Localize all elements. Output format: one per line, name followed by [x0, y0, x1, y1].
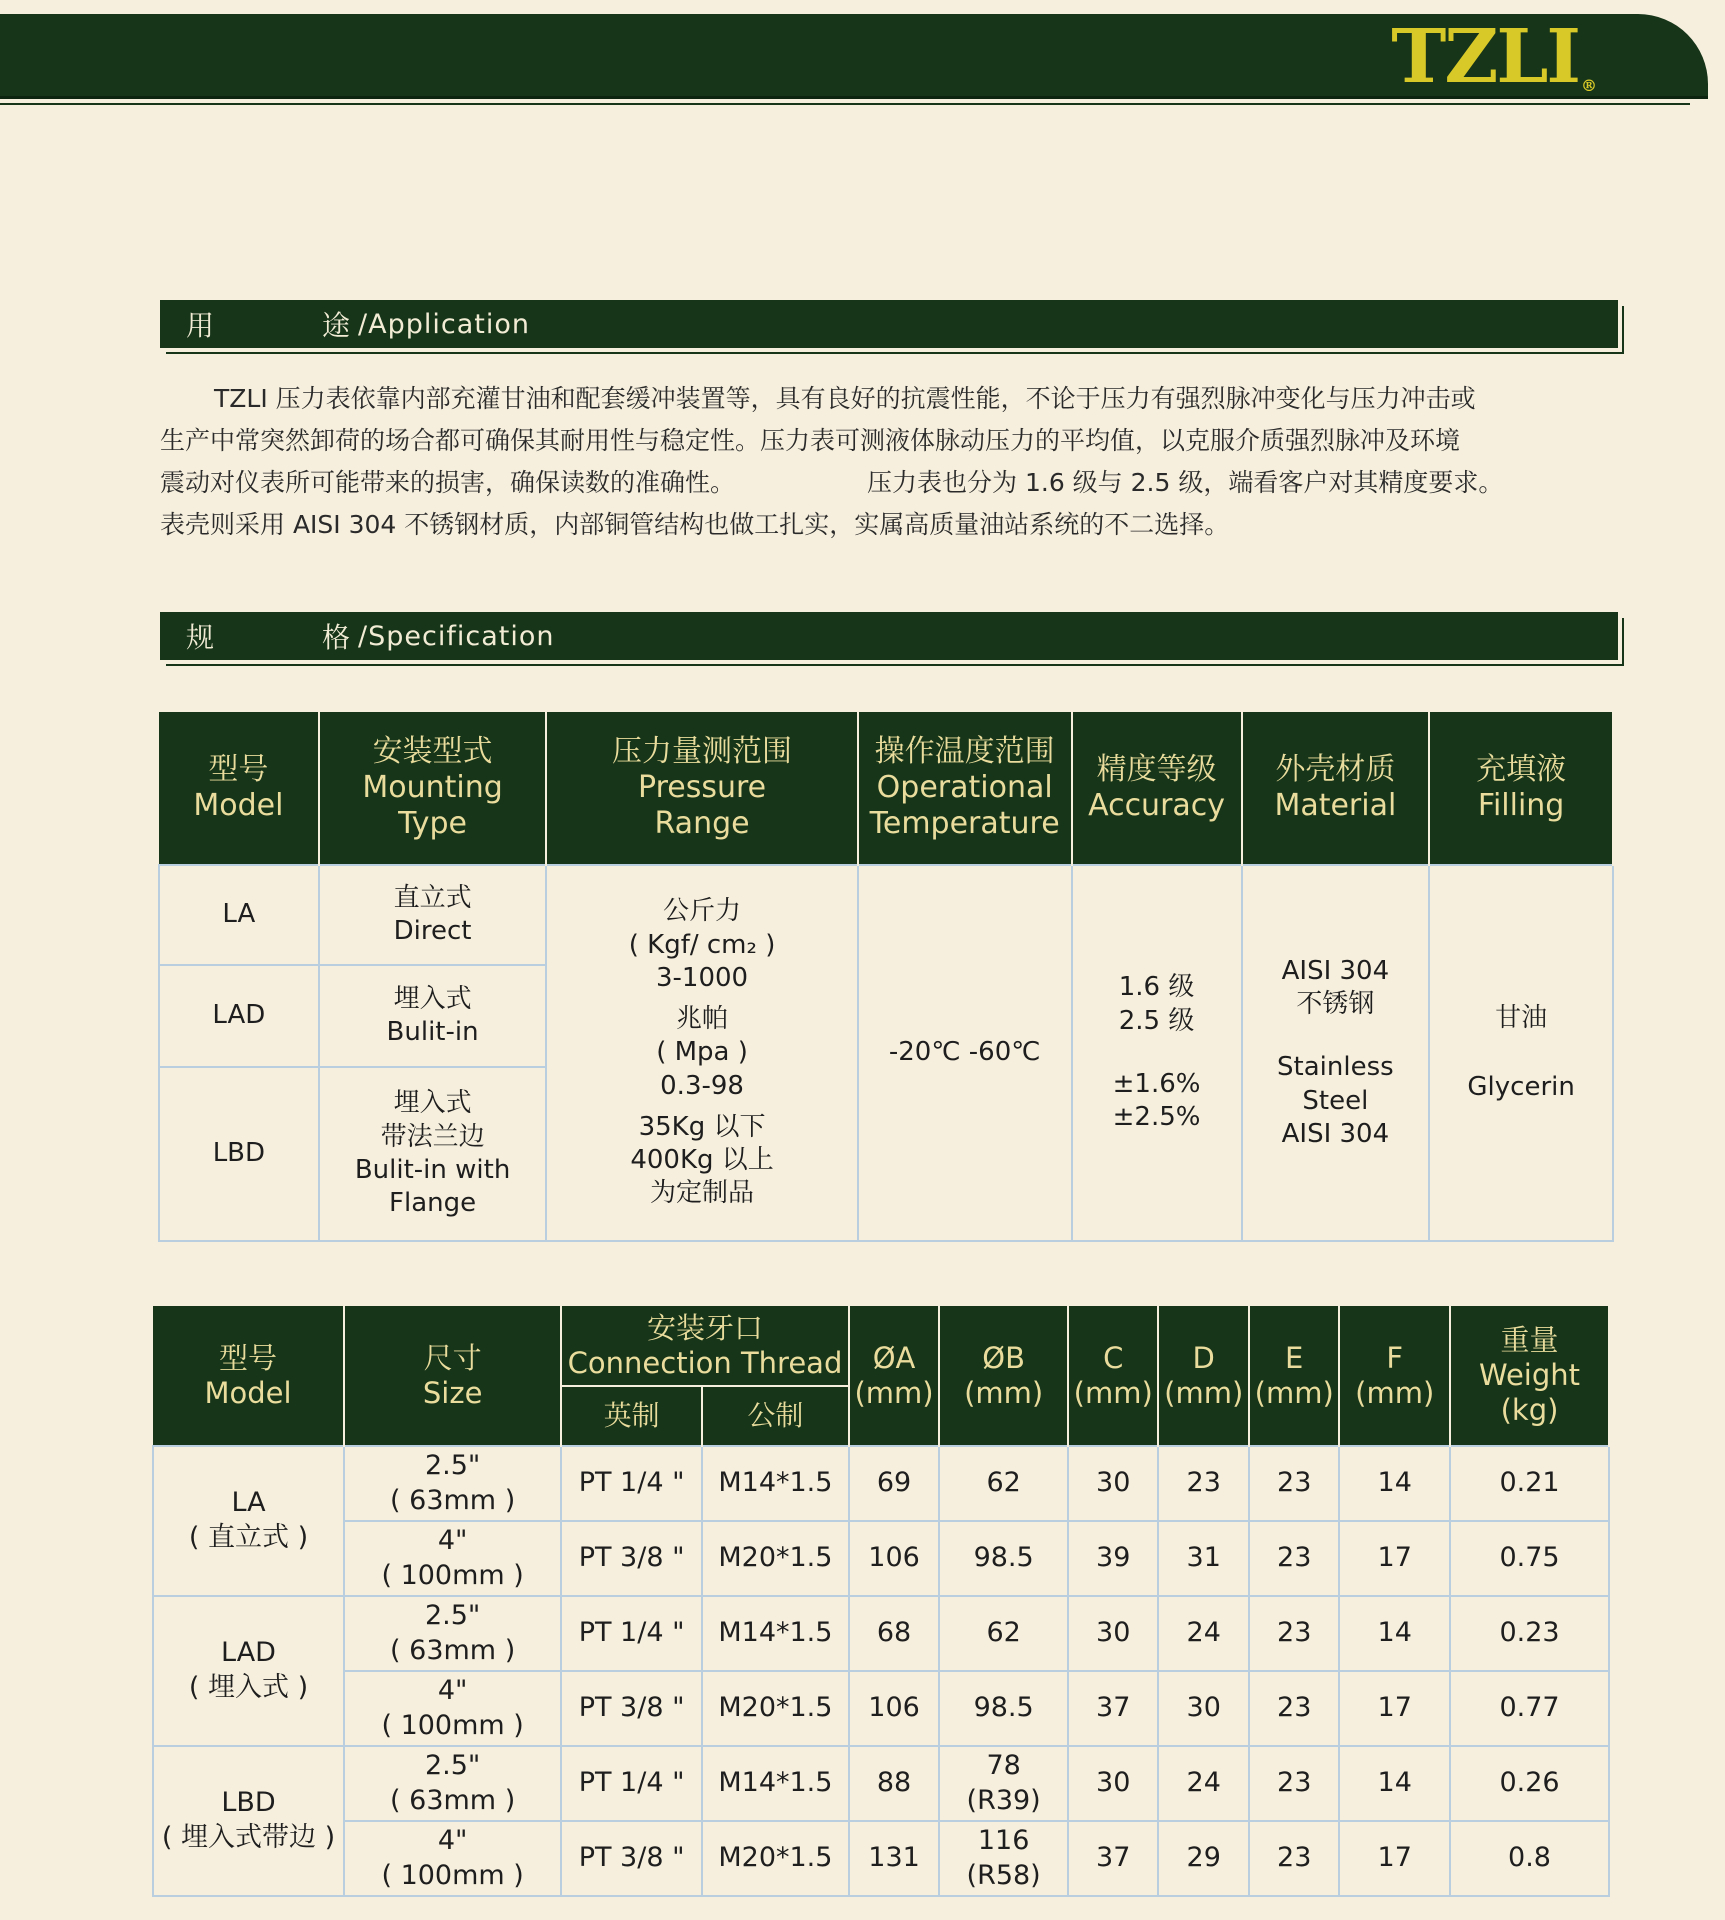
spec-model: LA [159, 865, 319, 965]
dim-a: 106 [849, 1671, 939, 1746]
dim-header-e: E (mm) [1249, 1306, 1339, 1446]
dim-f: 17 [1339, 1671, 1450, 1746]
spec-accuracy: 1.6 级 2.5 级 ±1.6% ±2.5% [1072, 865, 1242, 1241]
dim-thread-metric: M14*1.5 [702, 1446, 849, 1521]
application-heading-cn-2: 途 [322, 309, 351, 342]
dim-weight: 0.77 [1450, 1671, 1609, 1746]
dim-b: 62 [939, 1596, 1068, 1671]
dim-c: 37 [1068, 1671, 1158, 1746]
dim-weight: 0.21 [1450, 1446, 1609, 1521]
dim-b: 62 [939, 1446, 1068, 1521]
dim-size: 4" ( 100mm ) [344, 1671, 561, 1746]
pressure-kgf: 公斤力 ( Kgf/ cm₂ ) 3-1000 [628, 896, 776, 993]
dim-header-a: ØA (mm) [849, 1306, 939, 1446]
dim-c: 39 [1068, 1521, 1158, 1596]
dim-row [153, 1671, 1609, 1746]
spec-pressure-range [546, 865, 857, 1241]
specification-heading-cn-2: 格 [322, 621, 351, 654]
dim-size: 4" ( 100mm ) [344, 1521, 561, 1596]
spec-filling: 甘油 Glycerin [1429, 865, 1613, 1241]
dim-c: 30 [1068, 1446, 1158, 1521]
dim-thread-imperial: PT 1/4 " [561, 1746, 702, 1821]
dim-row [153, 1746, 1609, 1821]
spec-header-pressure: 压力量测范围 Pressure Range [546, 712, 857, 865]
dim-thread-metric: M20*1.5 [702, 1671, 849, 1746]
specification-table [158, 712, 1614, 1242]
dim-header-c: C (mm) [1068, 1306, 1158, 1446]
dim-thread-imperial: PT 3/8 " [561, 1821, 702, 1896]
dim-size: 2.5" ( 63mm ) [344, 1446, 561, 1521]
dim-f: 14 [1339, 1446, 1450, 1521]
spec-header-mounting: 安装型式 Mounting Type [319, 712, 547, 865]
application-line: 表壳则采用 AISI 304 不锈钢材质，内部铜管结构也做工扎实，实属高质量油站系统的不二选择。 [160, 510, 1230, 539]
spec-mounting: 埋入式 带法兰边 Bulit-in with Flange [319, 1067, 547, 1241]
dim-thread-metric: M20*1.5 [702, 1521, 849, 1596]
dim-a: 68 [849, 1596, 939, 1671]
dim-f: 17 [1339, 1521, 1450, 1596]
dim-size: 2.5" ( 63mm ) [344, 1746, 561, 1821]
dim-header-f: F (mm) [1339, 1306, 1450, 1446]
header-rule [0, 103, 1690, 105]
dim-header-thread: 安装牙口 Connection Thread [561, 1306, 849, 1386]
dim-thread-imperial: PT 3/8 " [561, 1671, 702, 1746]
dim-weight: 0.26 [1450, 1746, 1609, 1821]
dim-header-thread-metric: 公制 [702, 1386, 849, 1446]
dim-a: 131 [849, 1821, 939, 1896]
dim-thread-imperial: PT 3/8 " [561, 1521, 702, 1596]
dim-header-b: ØB (mm) [939, 1306, 1068, 1446]
dim-e: 23 [1249, 1446, 1339, 1521]
spec-material: AISI 304 不锈钢 Stainless Steel AISI 304 [1242, 865, 1430, 1241]
dim-a: 106 [849, 1521, 939, 1596]
dim-model: LBD ( 埋入式带边 ) [153, 1746, 344, 1896]
dim-row [153, 1596, 1609, 1671]
specification-heading-cn-1: 规 [186, 621, 215, 654]
dim-header-model: 型号 Model [153, 1306, 344, 1446]
specification-heading-en: /Specification [358, 620, 555, 652]
dim-model: LA ( 直立式 ) [153, 1446, 344, 1596]
dim-c: 30 [1068, 1596, 1158, 1671]
dim-thread-metric: M14*1.5 [702, 1746, 849, 1821]
pressure-note: 35Kg 以下 400Kg 以上 为定制品 [630, 1111, 774, 1209]
dim-c: 30 [1068, 1746, 1158, 1821]
spec-header-material: 外壳材质 Material [1242, 712, 1430, 865]
dim-thread-imperial: PT 1/4 " [561, 1596, 702, 1671]
dimensions-table [152, 1306, 1610, 1897]
dim-row [153, 1446, 1609, 1521]
application-line: 生产中常突然卸荷的场合都可确保其耐用性与稳定性。压力表可测液体脉动压力的平均值，以克服介质强烈脉冲及环境 [160, 426, 1461, 455]
dim-d: 31 [1158, 1521, 1248, 1596]
dim-weight: 0.23 [1450, 1596, 1609, 1671]
dim-d: 24 [1158, 1596, 1248, 1671]
dim-f: 14 [1339, 1596, 1450, 1671]
spec-model: LAD [159, 965, 319, 1067]
application-heading [160, 300, 1618, 348]
dim-b: 98.5 [939, 1521, 1068, 1596]
dim-b: 98.5 [939, 1671, 1068, 1746]
spec-mounting: 直立式 Direct [319, 865, 547, 965]
application-heading-cn-1: 用 [186, 309, 215, 342]
spec-temperature: -20℃ -60℃ [858, 865, 1072, 1241]
dim-header-d: D (mm) [1158, 1306, 1248, 1446]
dim-b: 78 (R39) [939, 1746, 1068, 1821]
dim-row [153, 1521, 1609, 1596]
spec-header-accuracy: 精度等级 Accuracy [1072, 712, 1242, 865]
dim-header-weight: 重量 Weight (kg) [1450, 1306, 1609, 1446]
specification-heading [160, 612, 1618, 660]
dim-d: 24 [1158, 1746, 1248, 1821]
dim-size: 4" ( 100mm ) [344, 1821, 561, 1896]
dim-f: 17 [1339, 1821, 1450, 1896]
application-line: TZLI 压力表依靠内部充灌甘油和配套缓冲装置等，具有良好的抗震性能，不论于压力有强烈脉冲变化与压力冲击或 [214, 384, 1476, 413]
spec-row-la [159, 865, 1613, 965]
dim-row [153, 1821, 1609, 1896]
dim-e: 23 [1249, 1596, 1339, 1671]
dim-f: 14 [1339, 1746, 1450, 1821]
spec-header-model: 型号 Model [159, 712, 319, 865]
dim-header-thread-imperial: 英制 [561, 1386, 702, 1446]
dim-thread-metric: M14*1.5 [702, 1596, 849, 1671]
pressure-mpa: 兆帕 ( Mpa ) 0.3-98 [656, 1004, 748, 1101]
dim-d: 30 [1158, 1671, 1248, 1746]
dim-header-size: 尺寸 Size [344, 1306, 561, 1446]
dim-a: 69 [849, 1446, 939, 1521]
dim-weight: 0.75 [1450, 1521, 1609, 1596]
spec-header-filling: 充填液 Filling [1429, 712, 1613, 865]
dim-thread-metric: M20*1.5 [702, 1821, 849, 1896]
dim-a: 88 [849, 1746, 939, 1821]
dim-e: 23 [1249, 1746, 1339, 1821]
dim-b: 116 (R58) [939, 1821, 1068, 1896]
dim-e: 23 [1249, 1821, 1339, 1896]
dim-model: LAD ( 埋入式 ) [153, 1596, 344, 1746]
application-line: 震动对仪表所可能带来的损害，确保读数的准确性。 压力表也分为 1.6 级与 2.5 级，端看客户对其精度要求。 [160, 468, 1504, 497]
application-text [160, 378, 1620, 546]
spec-model: LBD [159, 1067, 319, 1241]
dim-e: 23 [1249, 1521, 1339, 1596]
dim-d: 29 [1158, 1821, 1248, 1896]
dim-size: 2.5" ( 63mm ) [344, 1596, 561, 1671]
application-heading-en: /Application [358, 308, 530, 340]
dim-c: 37 [1068, 1821, 1158, 1896]
dim-d: 23 [1158, 1446, 1248, 1521]
spec-mounting: 埋入式 Bulit-in [319, 965, 547, 1067]
spec-header-temperature: 操作温度范围 Operational Temperature [858, 712, 1072, 865]
dim-thread-imperial: PT 1/4 " [561, 1446, 702, 1521]
dim-e: 23 [1249, 1671, 1339, 1746]
dim-weight: 0.8 [1450, 1821, 1609, 1896]
brand-logo: TZLI ® [1391, 14, 1595, 100]
